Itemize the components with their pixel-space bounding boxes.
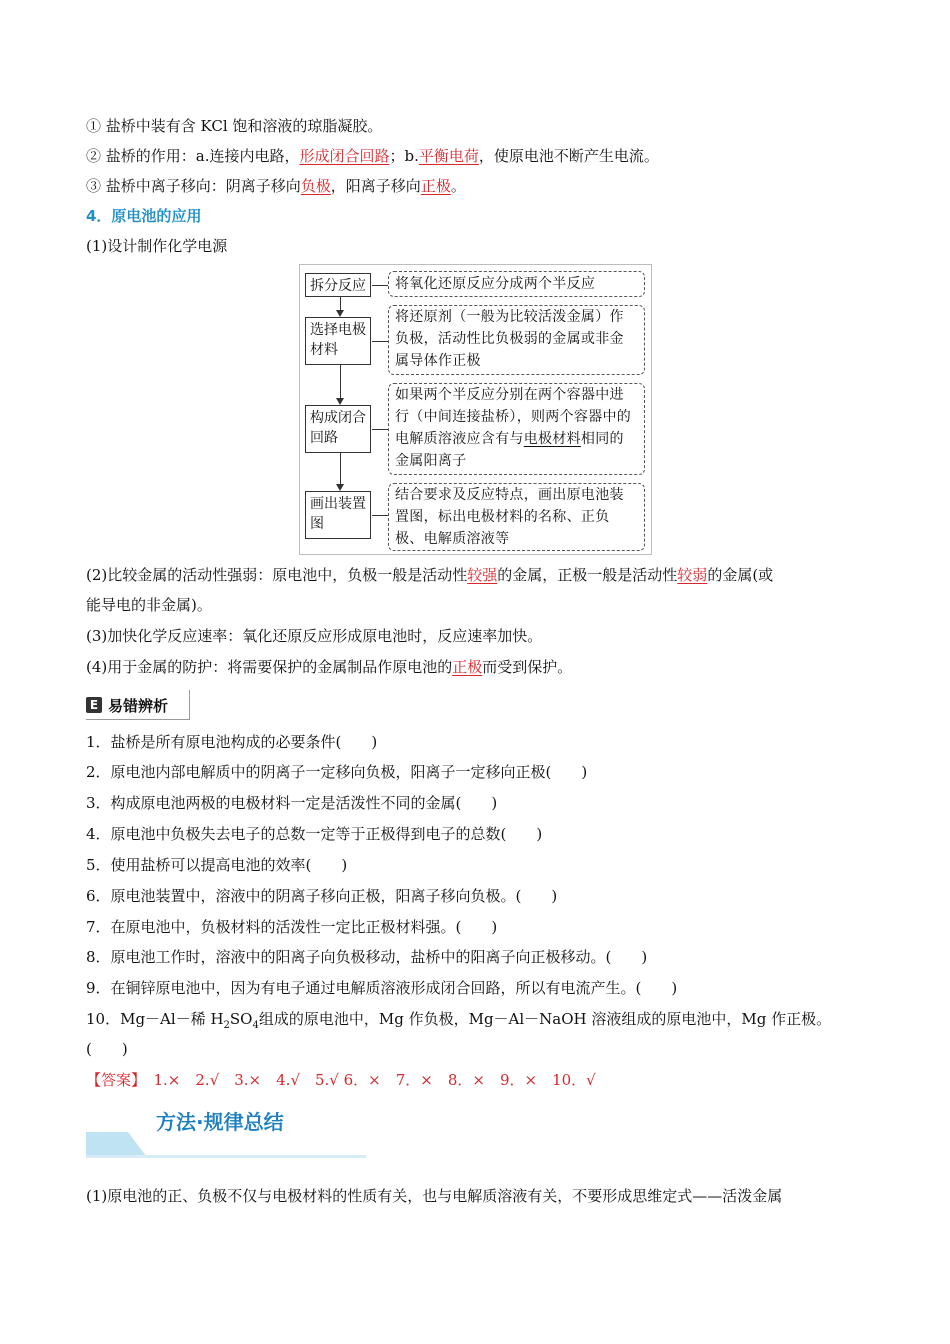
error-item: 6．原电池装置中，溶液中的阴离子移向正极，阳离子移向负极。( ) [86, 887, 558, 905]
salt-bridge-function: ② 盐桥的作用：a.连接内电路，形成闭合回路；b.平衡电荷，使原电池不断产生电流。 [86, 147, 659, 165]
answer-positive-electrode: 正极 [420, 177, 451, 195]
salt-bridge-ion-movement: ③ 盐桥中离子移向：阴离子移向负极，阳离子移向正极。 [86, 177, 466, 195]
app-compare-activity: (2)比较金属的活动性强弱：原电池中，负极一般是活动性较强的金属，正极一般是活动性较弱的金属(或 [86, 566, 774, 584]
error-analysis-tag: E 易错辨析 [86, 690, 190, 720]
electrode-material-underline: 电极材料 [523, 431, 581, 447]
error-item: 4．原电池中负极失去电子的总数一定等于正极得到电子的总数( ) [86, 825, 543, 843]
step-split-reaction: 拆分反应 [305, 273, 371, 297]
answer-balance-charge: 平衡电荷 [418, 147, 479, 165]
desc-split-reaction: 将氧化还原反应分成两个半反应 [388, 271, 645, 297]
desc-closed-circuit: 如果两个半反应分别在两个容器中进行（中间连接盐桥），则两个容器中的电解质溶液应含有与电极材料相同的金属阳离子 [388, 383, 645, 475]
error-item: 1．盐桥是所有原电池构成的必要条件( ) [86, 733, 378, 751]
app-speed-up-reaction: (3)加快化学反应速率：氧化还原反应形成原电池时，反应速率加快。 [86, 627, 543, 645]
error-item: 3．构成原电池两极的电极材料一定是活泼性不同的金属( ) [86, 794, 498, 812]
error-item: 7．在原电池中，负极材料的活泼性一定比正极材料强。( ) [86, 918, 498, 936]
answer-negative-electrode: 负极 [300, 177, 331, 195]
app-metal-protection: (4)用于金属的防护：将需要保护的金属制品作原电池的正极而受到保护。 [86, 658, 573, 676]
answer-key: 【答案】 1.× 2.√ 3.× 4.√ 5.√ 6．× 7．× 8．× 9．× 10．√ [86, 1071, 596, 1089]
step-select-electrode: 选择电极材料 [305, 317, 371, 365]
answer-closed-circuit: 形成闭合回路 [299, 147, 390, 165]
step-closed-circuit: 构成闭合回路 [305, 405, 371, 453]
method-paragraph: (1)原电池的正、负极不仅与电极材料的性质有关，也与电解质溶液有关，不要形成思维定式——活泼金属 [86, 1187, 783, 1205]
answer-stronger: 较强 [467, 566, 498, 584]
method-summary-title: 方法·规律总结 [156, 1110, 284, 1134]
error-item: 2．原电池内部电解质中的阴离子一定移向负极，阳离子一定移向正极( ) [86, 763, 588, 781]
answer-positive-electrode-protect: 正极 [452, 658, 483, 676]
method-banner-underline [86, 1155, 366, 1158]
error-analysis-icon: E [86, 697, 102, 713]
method-banner-decoration [86, 1132, 146, 1156]
subheading-design-power-source: (1)设计制作化学电源 [86, 237, 228, 255]
error-item-10: 10．Mg－Al－稀 $H_2SO_4$组成的原电池中，Mg 作负极，Mg－Al－NaOH 溶液组成的原电池中，Mg 作正极。 [86, 1010, 832, 1031]
arrow-down-icon [336, 484, 344, 491]
error-item: 8．原电池工作时，溶液中的阳离子向负极移动，盐桥中的阳离子向正极移动。( ) [86, 948, 648, 966]
error-item-10-paren: ( ) [86, 1040, 128, 1058]
section-heading-applications: 4．原电池的应用 [86, 207, 202, 225]
arrow-down-icon [336, 398, 344, 405]
desc-draw-device: 结合要求及反应特点，画出原电池装置图，标出电极材料的名称、正负极、电解质溶液等 [388, 483, 645, 551]
salt-bridge-composition: ① 盐桥中装有含 KCl 饱和溶液的琼脂凝胶。 [86, 117, 383, 135]
step-draw-device: 画出装置图 [305, 491, 371, 539]
error-item: 9．在铜锌原电池中，因为有电子通过电解质溶液形成闭合回路，所以有电流产生。( ) [86, 979, 678, 997]
design-flowchart [299, 264, 652, 555]
arrow-down-icon [336, 310, 344, 317]
app-compare-activity-cont: 能导电的非金属)。 [86, 596, 212, 614]
error-item: 5．使用盐桥可以提高电池的效率( ) [86, 856, 348, 874]
answer-weaker: 较弱 [677, 566, 708, 584]
desc-select-electrode: 将还原剂（一般为比较活泼金属）作负极，活动性比负极弱的金属或非金属导体作正极 [388, 305, 645, 375]
